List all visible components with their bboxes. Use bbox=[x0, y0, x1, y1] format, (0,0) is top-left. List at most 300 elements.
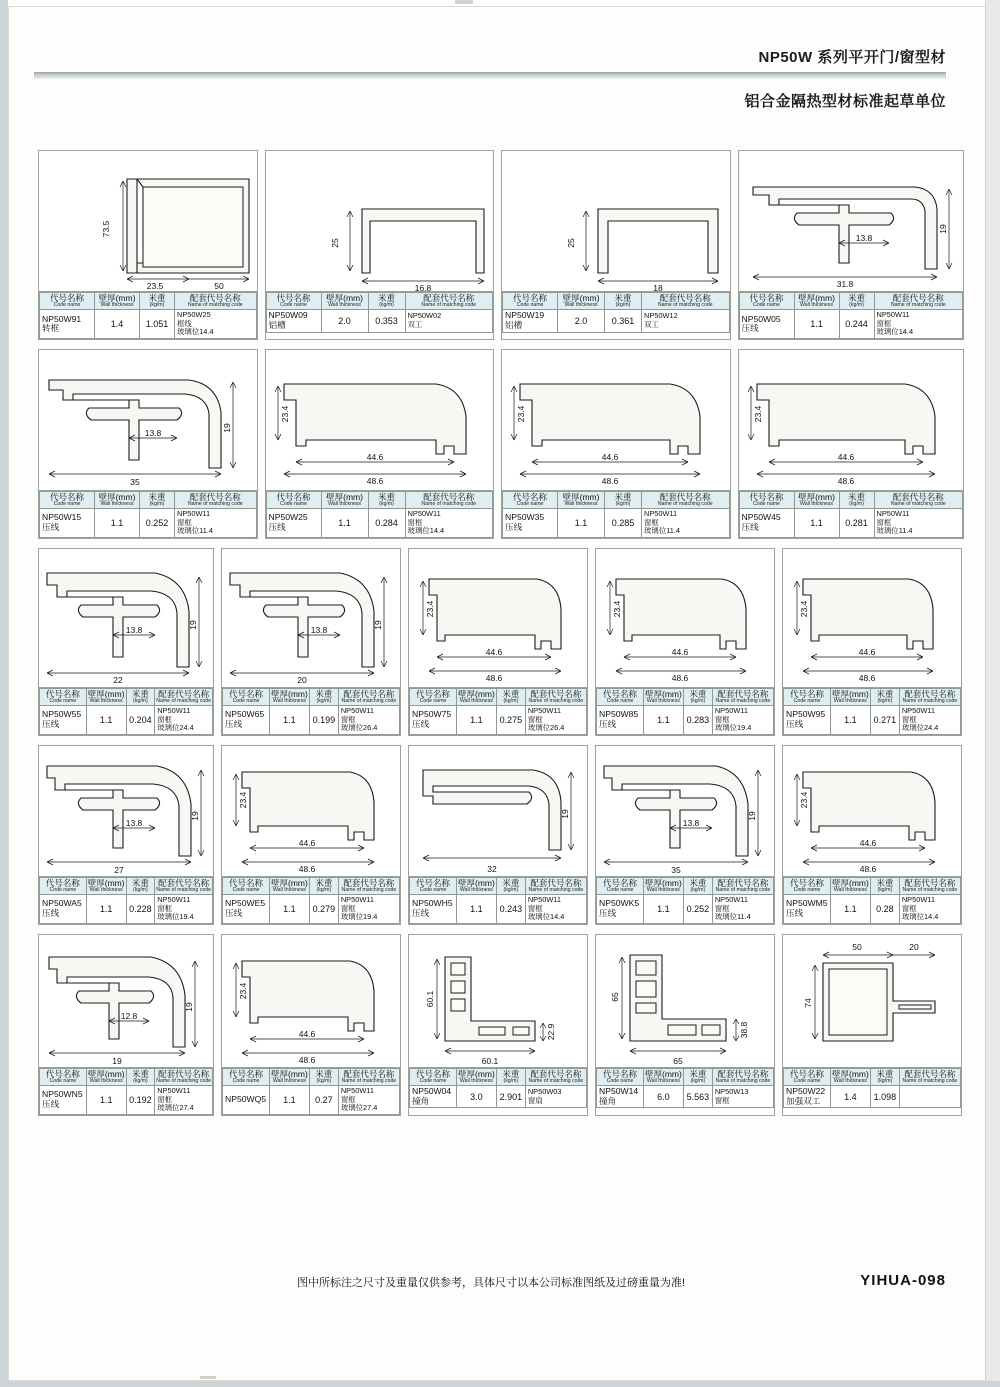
svg-text:19: 19 bbox=[222, 423, 232, 433]
header-weight: 米重 (kg/m) bbox=[140, 491, 175, 508]
header-match: 配套代号名称 Name of matching code bbox=[338, 1068, 399, 1085]
profile-row bbox=[38, 548, 964, 736]
svg-text:23.4: 23.4 bbox=[799, 600, 809, 618]
header-match: 配套代号名称 Name of matching code bbox=[712, 877, 773, 894]
header-wall: 壁厚(mm) Wall thickness bbox=[95, 293, 140, 310]
cell-match bbox=[899, 1086, 960, 1108]
cell-code: NP50W19 铝槽 bbox=[503, 310, 558, 332]
profile-card bbox=[221, 934, 401, 1116]
profile-grid bbox=[38, 150, 964, 1125]
profile-drawing bbox=[409, 746, 587, 876]
svg-text:48.6: 48.6 bbox=[858, 672, 876, 683]
svg-text:35: 35 bbox=[130, 476, 140, 487]
header-match: 配套代号名称 Name of matching code bbox=[642, 293, 729, 310]
svg-text:23.5: 23.5 bbox=[146, 281, 164, 291]
header-wall: 壁厚(mm) Wall thickness bbox=[321, 293, 368, 310]
svg-text:25: 25 bbox=[329, 238, 340, 248]
header-wall: 壁厚(mm) Wall thickness bbox=[558, 491, 605, 508]
header-match: 配套代号名称 Name of matching code bbox=[712, 688, 773, 705]
header-weight: 米重 (kg/m) bbox=[126, 1068, 155, 1085]
header-match: 配套代号名称 Name of matching code bbox=[712, 1068, 773, 1085]
cell-weight: 0.284 bbox=[368, 509, 405, 538]
svg-text:44.6: 44.6 bbox=[601, 451, 619, 462]
header-wall: 壁厚(mm) Wall thickness bbox=[458, 877, 495, 893]
profile-drawing bbox=[39, 746, 213, 876]
profile-card bbox=[265, 150, 494, 340]
header-match: 配套代号名称 Name of matching code bbox=[899, 877, 960, 894]
cell-wall: 1.1 bbox=[831, 895, 871, 924]
cell-wall: 2.0 bbox=[558, 310, 605, 332]
header-wall: 壁厚(mm) Wall thickness bbox=[458, 1068, 495, 1084]
profile-card bbox=[501, 150, 730, 340]
cell-wall: 1.1 bbox=[95, 509, 140, 538]
crop-tick-top bbox=[455, 0, 473, 4]
page-edge-bottom bbox=[0, 1381, 1000, 1387]
svg-text:13.8: 13.8 bbox=[682, 817, 700, 828]
profile-row bbox=[38, 745, 964, 925]
header-wall: 壁厚(mm) Wall thickness bbox=[832, 688, 869, 704]
cell-code: NP50WA5 压线 bbox=[40, 895, 87, 924]
profile-card bbox=[595, 934, 775, 1116]
cell-wall: 1.1 bbox=[270, 895, 310, 924]
header-match: 配套代号名称 Name of matching code bbox=[156, 877, 211, 893]
svg-text:20: 20 bbox=[297, 674, 307, 685]
profile-card bbox=[408, 745, 588, 925]
profile-card bbox=[738, 150, 965, 340]
header-weight: 米重 (kg/m) bbox=[368, 293, 405, 310]
cell-weight: 0.199 bbox=[309, 706, 338, 735]
cell-match: NP50W11 窗框 玻璃位11.4 bbox=[712, 895, 773, 924]
svg-text:44.6: 44.6 bbox=[298, 837, 316, 848]
cell-weight: 0.361 bbox=[605, 310, 642, 332]
svg-text:31.8: 31.8 bbox=[836, 279, 853, 289]
cell-code: NP50W85 压线 bbox=[597, 706, 644, 735]
header-weight: 米重 (kg/m) bbox=[839, 491, 874, 508]
cell-wall: 1.4 bbox=[95, 310, 140, 339]
header-code: 代号名称 Code name bbox=[266, 491, 321, 508]
profile-card bbox=[38, 745, 214, 925]
svg-text:48.6: 48.6 bbox=[671, 672, 689, 683]
svg-text:44.6: 44.6 bbox=[485, 646, 503, 657]
header-weight: 米重 (kg/m) bbox=[126, 877, 155, 894]
header-wall: 壁厚(mm) Wall thickness bbox=[794, 293, 839, 310]
profile-drawing bbox=[596, 549, 774, 687]
svg-text:27: 27 bbox=[114, 864, 124, 875]
cell-weight: 0.252 bbox=[683, 895, 712, 924]
profile-drawing bbox=[222, 549, 400, 687]
profile-card bbox=[38, 548, 214, 736]
header-match: 配套代号名称 Name of matching code bbox=[156, 688, 211, 704]
header-code: 代号名称 Code name bbox=[597, 1068, 644, 1085]
header-match: 配套代号名称 Name of matching code bbox=[525, 877, 586, 894]
cell-wall: 1.1 bbox=[644, 706, 684, 735]
header-weight: 米重 (kg/m) bbox=[140, 293, 175, 310]
cell-weight: 0.281 bbox=[839, 509, 874, 538]
cell-weight: 0.204 bbox=[126, 706, 155, 735]
header-code: 代号名称 Code name bbox=[40, 877, 87, 894]
cell-wall: 1.1 bbox=[457, 895, 497, 924]
svg-text:12.8: 12.8 bbox=[120, 1010, 138, 1021]
profile-drawing bbox=[739, 350, 964, 490]
header-match: 配套代号名称 Name of matching code bbox=[156, 1068, 211, 1084]
header-code: 代号名称 Code name bbox=[739, 293, 794, 310]
profile-card bbox=[408, 548, 588, 736]
cell-wall: 1.1 bbox=[321, 509, 368, 538]
svg-text:13.8: 13.8 bbox=[310, 624, 328, 635]
header-weight: 米重 (kg/m) bbox=[496, 877, 525, 894]
svg-text:65: 65 bbox=[673, 1055, 683, 1066]
profile-drawing bbox=[266, 350, 493, 490]
header-wall: 壁厚(mm) Wall thickness bbox=[95, 491, 140, 508]
cell-wall: 2.0 bbox=[321, 310, 368, 332]
header-code: 代号名称 Code name bbox=[410, 688, 457, 705]
cell-match: NP50W11 窗框 玻璃位27.4 bbox=[338, 1086, 399, 1115]
svg-text:44.6: 44.6 bbox=[858, 646, 876, 657]
cell-code: NP50W22 加强双工 bbox=[784, 1086, 831, 1108]
svg-text:38.8: 38.8 bbox=[739, 1021, 749, 1038]
svg-text:48.6: 48.6 bbox=[485, 672, 503, 683]
catalog-sheet bbox=[8, 6, 992, 1381]
cell-code: NP50W55 压线 bbox=[40, 706, 87, 735]
svg-text:13.8: 13.8 bbox=[125, 817, 143, 828]
header-weight: 米重 (kg/m) bbox=[309, 877, 338, 894]
header-match: 配套代号名称 Name of matching code bbox=[525, 688, 586, 705]
profile-drawing bbox=[596, 746, 774, 876]
cell-code: NP50W75 压线 bbox=[410, 706, 457, 735]
svg-text:18: 18 bbox=[653, 283, 663, 291]
cell-wall: 1.1 bbox=[86, 706, 126, 735]
cell-code: NP50W15 压线 bbox=[40, 509, 95, 538]
header-match: 配套代号名称 Name of matching code bbox=[874, 491, 963, 508]
header-wall: 壁厚(mm) Wall thickness bbox=[87, 1068, 125, 1084]
header-code: 代号名称 Code name bbox=[784, 877, 831, 894]
cell-wall: 1.1 bbox=[558, 509, 605, 538]
svg-text:13.8: 13.8 bbox=[144, 427, 162, 438]
cell-match: NP50W12 双工 bbox=[642, 310, 729, 332]
profile-drawing bbox=[502, 151, 729, 291]
header-code: 代号名称 Code name bbox=[40, 491, 95, 508]
header-weight: 米重 (kg/m) bbox=[605, 491, 642, 508]
cell-weight: 2.901 bbox=[496, 1086, 525, 1108]
cell-weight: 0.271 bbox=[870, 706, 899, 735]
cell-match: NP50W13 窗框 bbox=[712, 1086, 773, 1108]
svg-text:22: 22 bbox=[113, 674, 123, 685]
profile-drawing bbox=[783, 935, 961, 1067]
header-match: 配套代号名称 Name of matching code bbox=[899, 688, 960, 705]
cell-match: NP50W25 框线 玻璃位14.4 bbox=[175, 310, 257, 339]
profile-drawing bbox=[409, 935, 587, 1067]
svg-text:48.6: 48.6 bbox=[601, 475, 619, 486]
cell-wall: 1.1 bbox=[831, 706, 871, 735]
cell-code: NP50WN5 压线 bbox=[40, 1086, 87, 1115]
svg-text:32: 32 bbox=[487, 863, 497, 874]
header-rule bbox=[34, 72, 946, 79]
cell-wall: 1.1 bbox=[644, 895, 684, 924]
profile-card bbox=[595, 745, 775, 925]
profile-drawing bbox=[739, 151, 964, 291]
header-match: 配套代号名称 Name of matching code bbox=[338, 877, 399, 894]
cell-match: NP50W11 窗框 玻璃位19.4 bbox=[155, 895, 213, 924]
svg-text:23.4: 23.4 bbox=[516, 405, 527, 423]
cell-code: NP50W95 压线 bbox=[784, 706, 831, 735]
cell-match: NP50W11 窗框 玻璃位14.4 bbox=[899, 895, 960, 924]
svg-text:16.8: 16.8 bbox=[414, 283, 431, 291]
header-match: 配套代号名称 Name of matching code bbox=[899, 1068, 960, 1085]
svg-text:23.4: 23.4 bbox=[799, 791, 809, 809]
cell-weight: 0.285 bbox=[605, 509, 642, 538]
cell-code: NP50W14 撞角 bbox=[597, 1086, 644, 1108]
header-code: 代号名称 Code name bbox=[223, 688, 270, 705]
cell-code: NP50W05 压线 bbox=[739, 310, 794, 339]
footer-code: YIHUA-098 bbox=[860, 1272, 946, 1289]
header-code: 代号名称 Code name bbox=[266, 293, 321, 310]
profile-drawing bbox=[409, 549, 587, 687]
page-edge-right bbox=[985, 0, 1000, 1387]
cell-wall: 1.1 bbox=[794, 310, 839, 339]
cell-match: NP50W11 窗框 玻璃位14.4 bbox=[525, 895, 586, 924]
profile-card bbox=[738, 349, 965, 539]
cell-code: NP50WE5 压线 bbox=[223, 895, 270, 924]
profile-card bbox=[501, 349, 730, 539]
cell-code: NP50WQ5 bbox=[223, 1086, 270, 1115]
cell-code: NP50W04 撞角 bbox=[410, 1086, 457, 1108]
svg-text:23.4: 23.4 bbox=[238, 791, 248, 809]
header-code: 代号名称 Code name bbox=[223, 877, 270, 894]
svg-text:44.6: 44.6 bbox=[298, 1028, 316, 1039]
svg-text:48.6: 48.6 bbox=[298, 863, 316, 874]
svg-text:22.9: 22.9 bbox=[546, 1023, 556, 1040]
cell-code: NP50W91 转框 bbox=[40, 310, 95, 339]
svg-text:13.8: 13.8 bbox=[855, 233, 872, 243]
header-weight: 米重 (kg/m) bbox=[683, 688, 712, 705]
header-match: 配套代号名称 Name of matching code bbox=[525, 1068, 586, 1085]
cell-wall: 1.1 bbox=[86, 895, 126, 924]
footer-note: 图中所标注之尺寸及重量仅供参考，具体尺寸以本公司标准图纸及过磅重量为准! bbox=[296, 1277, 686, 1289]
profile-card bbox=[221, 548, 401, 736]
header-code: 代号名称 Code name bbox=[410, 877, 457, 894]
profile-card bbox=[782, 745, 962, 925]
svg-text:23.4: 23.4 bbox=[752, 405, 763, 423]
cell-weight: 0.252 bbox=[140, 509, 175, 538]
profile-card bbox=[408, 934, 588, 1116]
svg-text:19: 19 bbox=[188, 620, 198, 630]
cell-match: NP50W02 双工 bbox=[405, 310, 492, 332]
header-match: 配套代号名称 Name of matching code bbox=[405, 293, 492, 310]
cell-match: NP50W11 窗框 玻璃位11.4 bbox=[874, 509, 963, 538]
svg-text:50: 50 bbox=[852, 941, 862, 952]
cell-match: NP50W11 窗框 玻璃位24.4 bbox=[155, 706, 213, 735]
svg-text:48.6: 48.6 bbox=[366, 475, 383, 486]
header-wall: 壁厚(mm) Wall thickness bbox=[645, 688, 682, 704]
svg-text:25: 25 bbox=[566, 238, 577, 248]
header-wall: 壁厚(mm) Wall thickness bbox=[645, 877, 682, 893]
cell-weight: 0.27 bbox=[309, 1086, 338, 1115]
header-code: 代号名称 Code name bbox=[597, 688, 644, 705]
cell-match: NP50W11 窗框 玻璃位11.4 bbox=[642, 509, 729, 538]
header-wall: 壁厚(mm) Wall thickness bbox=[87, 877, 125, 893]
cell-weight: 1.051 bbox=[140, 310, 175, 339]
cell-wall: 1.4 bbox=[831, 1086, 871, 1108]
header-weight: 米重 (kg/m) bbox=[605, 293, 642, 310]
header-code: 代号名称 Code name bbox=[597, 877, 644, 894]
cell-code: NP50W35 压线 bbox=[503, 509, 558, 538]
header-code: 代号名称 Code name bbox=[40, 688, 87, 705]
profile-row bbox=[38, 349, 964, 539]
profile-card bbox=[265, 349, 494, 539]
svg-text:19: 19 bbox=[373, 620, 383, 630]
cell-code: NP50W65 压线 bbox=[223, 706, 270, 735]
svg-text:23.4: 23.4 bbox=[612, 600, 622, 618]
header-weight: 米重 (kg/m) bbox=[309, 688, 338, 705]
cell-weight: 0.243 bbox=[496, 895, 525, 924]
svg-text:60.1: 60.1 bbox=[481, 1055, 499, 1066]
profile-card bbox=[221, 745, 401, 925]
header-code: 代号名称 Code name bbox=[410, 1068, 457, 1085]
svg-text:73.5: 73.5 bbox=[101, 220, 111, 238]
profile-row bbox=[38, 934, 964, 1116]
header-match: 配套代号名称 Name of matching code bbox=[642, 491, 729, 508]
page-subtitle: 铝合金隔热型材标准起草单位 bbox=[744, 93, 946, 110]
header-weight: 米重 (kg/m) bbox=[683, 877, 712, 894]
cell-match: NP50W11 窗框 玻璃位26.4 bbox=[338, 706, 399, 735]
cell-match: NP50W11 窗框 玻璃位27.4 bbox=[155, 1086, 213, 1115]
svg-text:48.6: 48.6 bbox=[298, 1054, 316, 1065]
cell-match: NP50W03 窗扇 bbox=[525, 1086, 586, 1108]
header-weight: 米重 (kg/m) bbox=[496, 688, 525, 705]
cell-code: NP50W45 压线 bbox=[739, 509, 794, 538]
header-weight: 米重 (kg/m) bbox=[126, 688, 155, 705]
svg-text:19: 19 bbox=[560, 809, 570, 819]
header-code: 代号名称 Code name bbox=[223, 1068, 270, 1085]
cell-weight: 5.563 bbox=[683, 1086, 712, 1108]
svg-text:35: 35 bbox=[671, 864, 681, 875]
svg-text:50: 50 bbox=[214, 281, 224, 291]
header-wall: 壁厚(mm) Wall thickness bbox=[87, 688, 125, 704]
svg-text:23.4: 23.4 bbox=[238, 982, 248, 999]
profile-drawing bbox=[266, 151, 493, 291]
cell-code: NP50WM5 压线 bbox=[784, 895, 831, 924]
cell-match: NP50W11 窗框 玻璃位26.4 bbox=[525, 706, 586, 735]
cell-wall: 6.0 bbox=[644, 1086, 684, 1108]
profile-card bbox=[595, 548, 775, 736]
header-wall: 壁厚(mm) Wall thickness bbox=[271, 688, 308, 704]
profile-drawing bbox=[39, 350, 257, 490]
svg-text:19: 19 bbox=[190, 811, 200, 821]
cell-weight: 0.279 bbox=[309, 895, 338, 924]
profile-drawing bbox=[596, 935, 774, 1067]
header-wall: 壁厚(mm) Wall thickness bbox=[794, 491, 839, 508]
svg-text:19: 19 bbox=[937, 224, 948, 234]
svg-text:23.4: 23.4 bbox=[425, 600, 435, 618]
header-code: 代号名称 Code name bbox=[40, 1068, 87, 1085]
cell-weight: 0.275 bbox=[496, 706, 525, 735]
header-match: 配套代号名称 Name of matching code bbox=[175, 491, 257, 508]
cell-code: NP50W25 压线 bbox=[266, 509, 321, 538]
header-wall: 壁厚(mm) Wall thickness bbox=[458, 688, 495, 704]
cell-weight: 0.228 bbox=[126, 895, 155, 924]
cell-match: NP50W11 窗框 玻璃位19.4 bbox=[338, 895, 399, 924]
profile-card bbox=[38, 349, 258, 539]
header-code: 代号名称 Code name bbox=[739, 491, 794, 508]
crop-tick-bottom bbox=[200, 1376, 216, 1379]
header-match: 配套代号名称 Name of matching code bbox=[338, 688, 399, 705]
cell-match: NP50W11 窗框 玻璃位14.4 bbox=[874, 310, 963, 339]
header-match: 配套代号名称 Name of matching code bbox=[874, 293, 963, 310]
cell-wall: 1.1 bbox=[270, 706, 310, 735]
header-code: 代号名称 Code name bbox=[40, 293, 95, 310]
profile-drawing bbox=[222, 935, 400, 1067]
profile-drawing bbox=[502, 350, 729, 490]
profile-drawing bbox=[39, 549, 213, 687]
cell-code: NP50WH5 压线 bbox=[410, 895, 457, 924]
svg-text:23.4: 23.4 bbox=[279, 405, 290, 423]
svg-text:48.6: 48.6 bbox=[837, 475, 854, 486]
cell-weight: 0.192 bbox=[126, 1086, 155, 1115]
profile-card bbox=[38, 934, 214, 1116]
cell-match: NP50W11 窗框 玻璃位11.4 bbox=[175, 509, 257, 538]
page-edge-left bbox=[0, 0, 8, 1387]
header-weight: 米重 (kg/m) bbox=[683, 1068, 712, 1085]
svg-text:44.6: 44.6 bbox=[366, 451, 383, 462]
svg-text:19: 19 bbox=[112, 1055, 122, 1066]
cell-wall: 3.0 bbox=[457, 1086, 497, 1108]
profile-drawing bbox=[222, 746, 400, 876]
svg-text:19: 19 bbox=[184, 1001, 194, 1012]
spec-table bbox=[39, 291, 257, 339]
header-wall: 壁厚(mm) Wall thickness bbox=[271, 877, 308, 893]
cell-weight: 1.098 bbox=[870, 1086, 899, 1108]
header-wall: 壁厚(mm) Wall thickness bbox=[832, 1068, 869, 1084]
profile-row bbox=[38, 150, 964, 340]
svg-text:44.6: 44.6 bbox=[671, 646, 689, 657]
cell-wall: 1.1 bbox=[86, 1086, 126, 1115]
svg-text:74: 74 bbox=[803, 997, 813, 1008]
svg-text:13.8: 13.8 bbox=[125, 624, 143, 635]
svg-text:44.6: 44.6 bbox=[837, 451, 854, 462]
cell-weight: 0.28 bbox=[870, 895, 899, 924]
cell-match: NP50W11 窗框 玻璃位14.4 bbox=[405, 509, 492, 538]
cell-match: NP50W11 窗框 玻璃位19.4 bbox=[712, 706, 773, 735]
header-code: 代号名称 Code name bbox=[503, 293, 558, 310]
header-match: 配套代号名称 Name of matching code bbox=[405, 491, 492, 508]
header-weight: 米重 (kg/m) bbox=[309, 1068, 338, 1085]
page-title: NP50W 系列平开门/窗型材 bbox=[758, 49, 946, 66]
cell-match: NP50W11 窗框 玻璃位24.4 bbox=[899, 706, 960, 735]
svg-text:44.6: 44.6 bbox=[859, 837, 877, 848]
profile-card bbox=[782, 934, 962, 1116]
cell-code: NP50W09 铝槽 bbox=[266, 310, 321, 332]
profile-drawing bbox=[39, 935, 213, 1067]
cell-wall: 1.1 bbox=[270, 1086, 310, 1115]
svg-text:48.6: 48.6 bbox=[859, 863, 877, 874]
cell-weight: 0.283 bbox=[683, 706, 712, 735]
header-wall: 壁厚(mm) Wall thickness bbox=[558, 293, 605, 310]
header-code: 代号名称 Code name bbox=[503, 491, 558, 508]
header-match: 配套代号名称 Name of matching code bbox=[175, 293, 257, 310]
cell-wall: 1.1 bbox=[457, 706, 497, 735]
header-weight: 米重 (kg/m) bbox=[870, 688, 899, 705]
header-weight: 米重 (kg/m) bbox=[870, 877, 899, 894]
header-weight: 米重 (kg/m) bbox=[870, 1068, 899, 1085]
svg-text:20: 20 bbox=[909, 941, 919, 952]
profile-card bbox=[782, 548, 962, 736]
header-code: 代号名称 Code name bbox=[784, 1068, 831, 1085]
header-wall: 壁厚(mm) Wall thickness bbox=[271, 1068, 308, 1084]
profile-drawing bbox=[783, 746, 961, 876]
svg-text:60.1: 60.1 bbox=[425, 990, 435, 1007]
header-wall: 壁厚(mm) Wall thickness bbox=[832, 877, 869, 893]
profile-card bbox=[38, 150, 258, 340]
